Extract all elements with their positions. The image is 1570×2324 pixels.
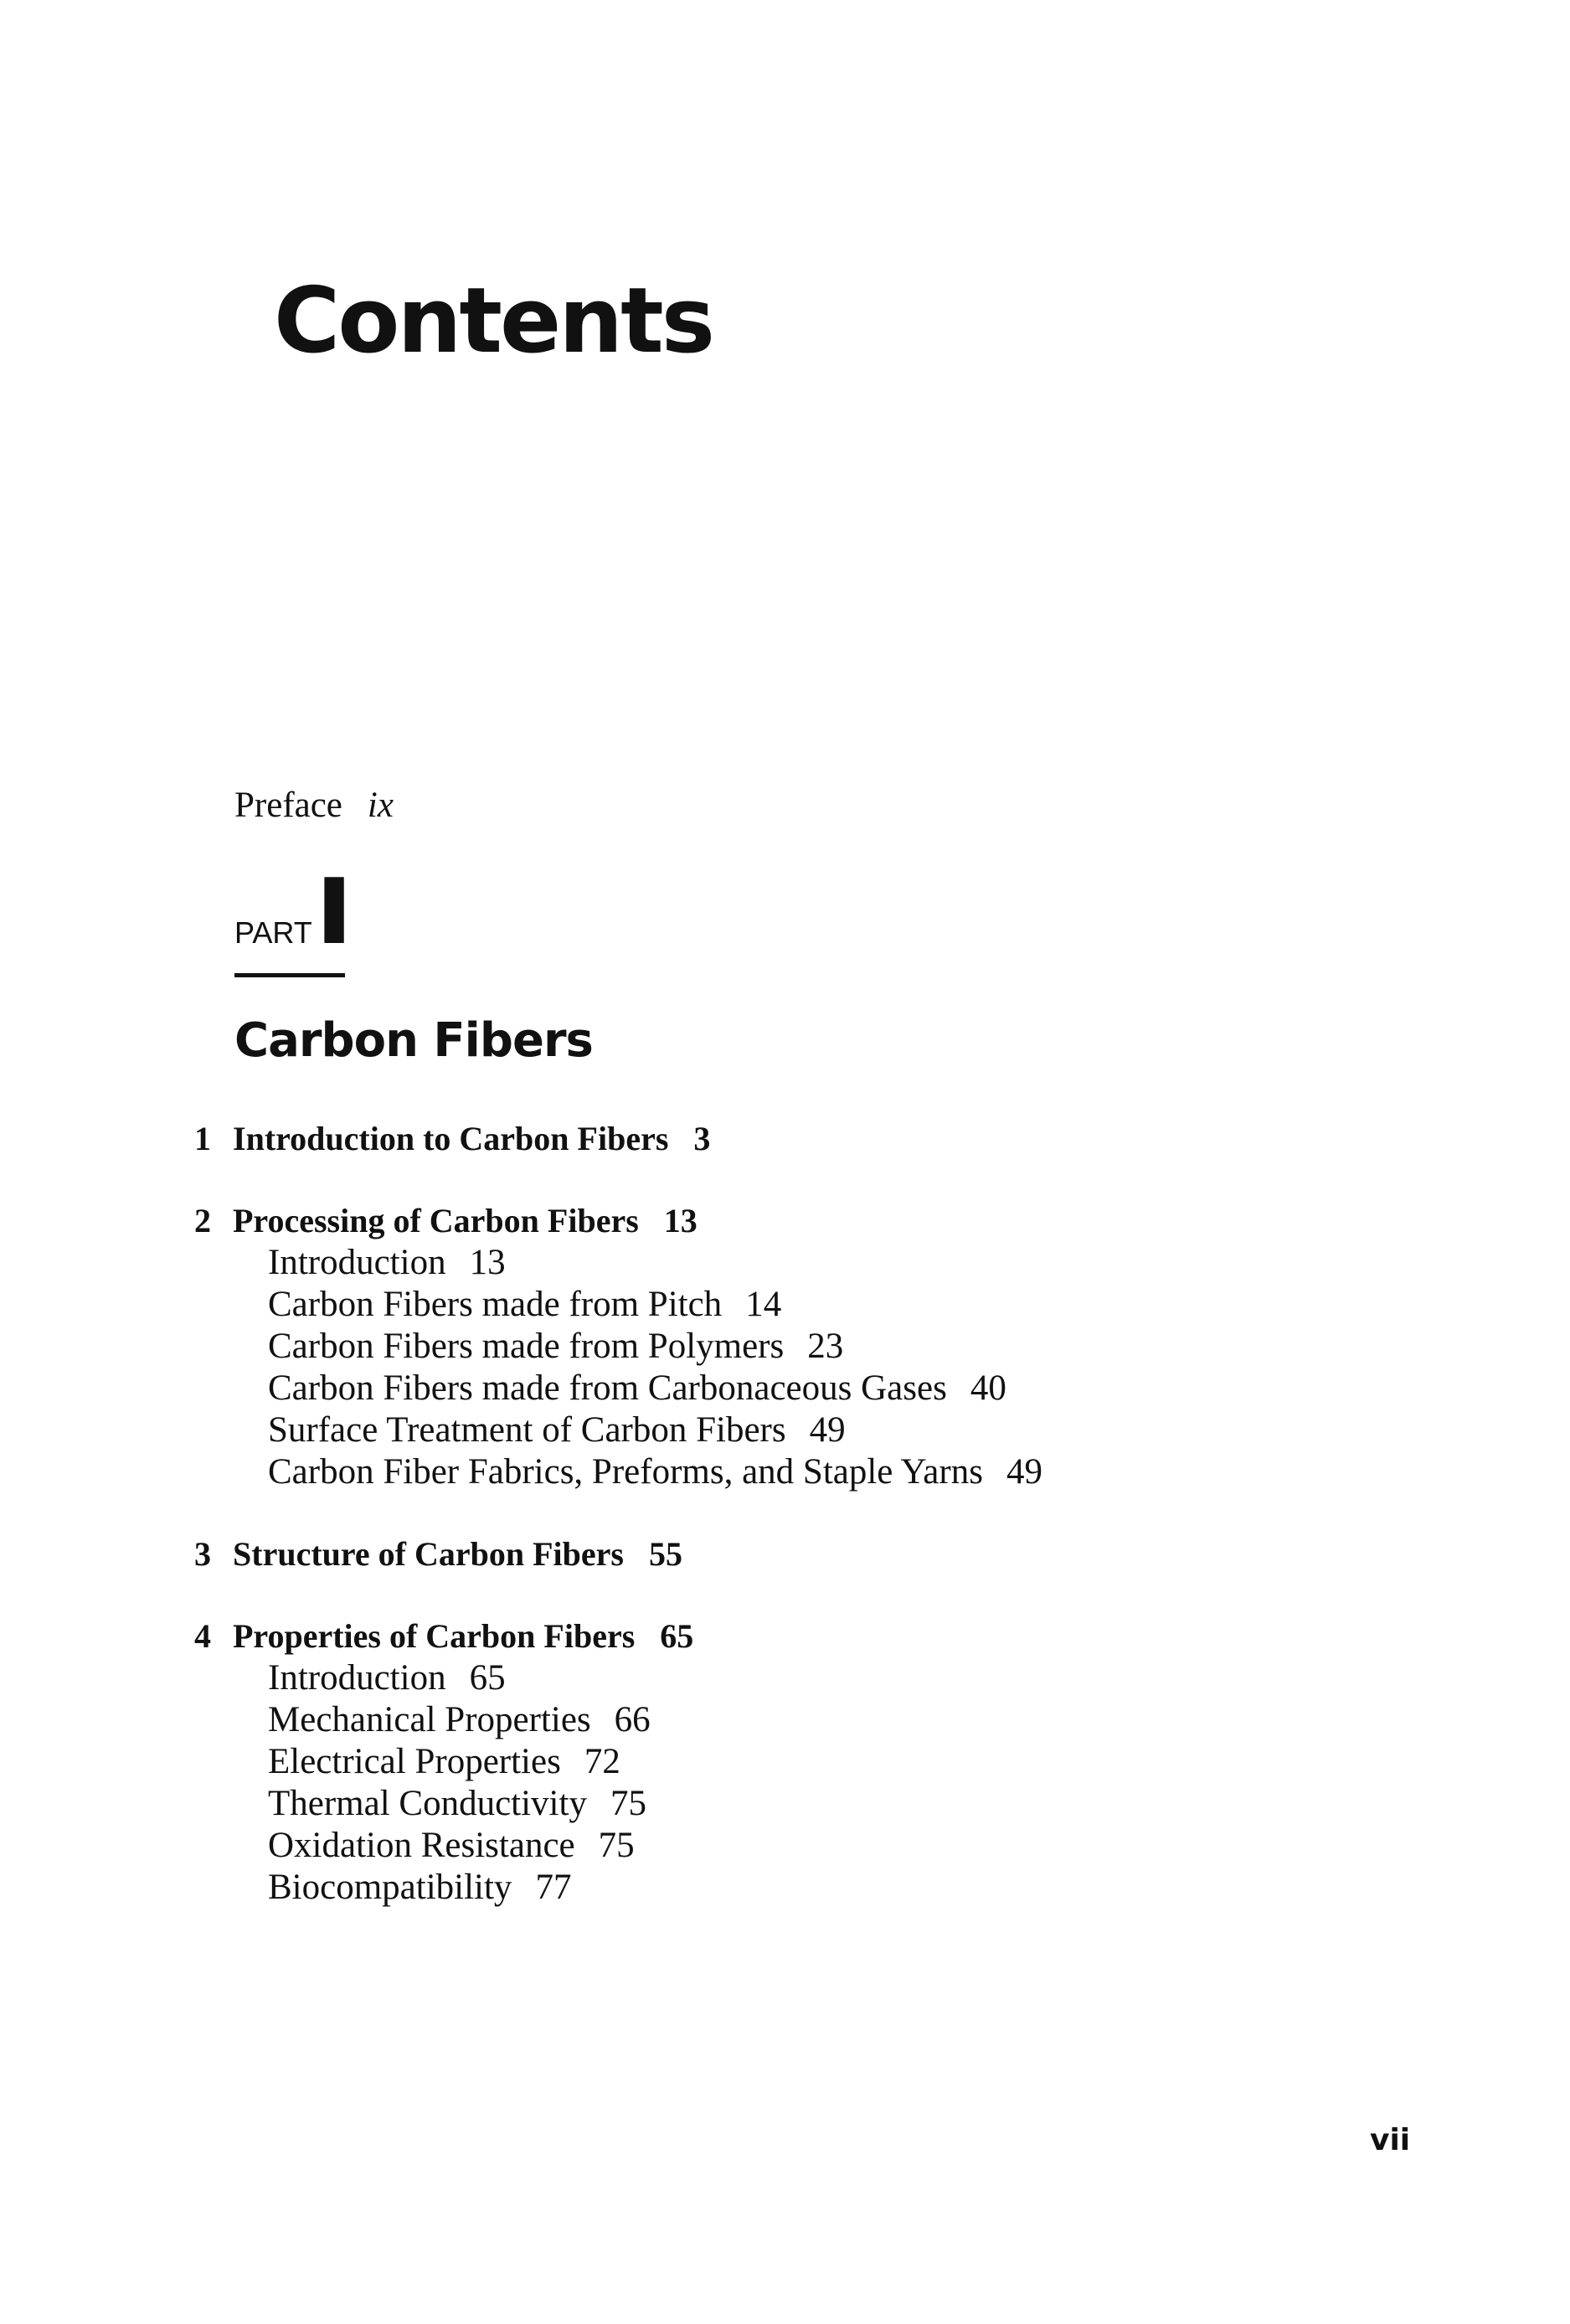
toc-section — [268, 1657, 1570, 1699]
chapter-page: 3 — [693, 1120, 711, 1157]
chapter-page: 65 — [660, 1617, 694, 1655]
toc-section — [268, 1867, 1570, 1909]
preface-label: Preface — [234, 786, 342, 825]
section-title: Biocompatibility — [268, 1868, 512, 1907]
preface-page: ix — [367, 786, 394, 825]
section-title: Mechanical Properties — [268, 1700, 591, 1739]
chapter-page: 55 — [649, 1535, 682, 1573]
part-divider — [234, 973, 345, 977]
toc-section — [268, 1783, 1570, 1825]
chapter-page: 13 — [663, 1202, 697, 1239]
section-page: 65 — [469, 1658, 506, 1698]
section-page: 14 — [745, 1285, 782, 1324]
section-title: Carbon Fibers made from Carbonaceous Gases — [268, 1368, 947, 1408]
section-list — [0, 1657, 1570, 1909]
chapter-title-line — [233, 1615, 693, 1657]
chapter-heading — [0, 1118, 1570, 1160]
chapter-title-line — [233, 1118, 710, 1160]
section-title: Surface Treatment of Carbon Fibers — [268, 1410, 786, 1450]
toc-section — [268, 1699, 1570, 1741]
section-page: 66 — [614, 1700, 651, 1739]
toc-chapter — [0, 1533, 1570, 1575]
chapter-heading — [0, 1615, 1570, 1657]
section-page: 23 — [807, 1327, 844, 1366]
chapter-heading — [0, 1533, 1570, 1575]
toc-section — [268, 1326, 1570, 1368]
toc-list — [0, 1118, 1570, 1949]
section-page: 77 — [535, 1868, 572, 1907]
section-title: Carbon Fibers made from Pitch — [268, 1285, 723, 1324]
section-page: 49 — [809, 1410, 846, 1450]
chapter-title-line — [233, 1533, 682, 1575]
toc-chapter — [0, 1200, 1570, 1493]
toc-section — [268, 1741, 1570, 1783]
section-page: 72 — [584, 1742, 620, 1781]
toc-section — [268, 1368, 1570, 1409]
chapter-number: 4 — [194, 1617, 211, 1655]
toc-entry-preface — [234, 787, 394, 823]
toc-section — [268, 1284, 1570, 1326]
toc-section — [268, 1825, 1570, 1867]
chapter-number: 3 — [194, 1535, 211, 1573]
section-title: Introduction — [268, 1243, 446, 1282]
part-label — [234, 860, 353, 965]
toc-section — [268, 1409, 1570, 1451]
chapter-title: Structure of Carbon Fibers — [233, 1535, 624, 1573]
part-numeral: I — [314, 860, 353, 965]
section-page: 40 — [970, 1368, 1006, 1408]
toc-section — [268, 1451, 1570, 1493]
section-title: Electrical Properties — [268, 1742, 561, 1781]
chapter-title: Properties of Carbon Fibers — [233, 1617, 636, 1655]
chapter-title: Introduction to Carbon Fibers — [233, 1120, 669, 1157]
chapter-number: 2 — [194, 1202, 211, 1239]
toc-chapter — [0, 1615, 1570, 1909]
chapter-heading — [0, 1200, 1570, 1242]
section-title: Introduction — [268, 1658, 446, 1698]
section-title: Carbon Fibers made from Polymers — [268, 1327, 785, 1366]
toc-chapter — [0, 1118, 1570, 1160]
section-title: Carbon Fiber Fabrics, Preforms, and Staple Yarns — [268, 1452, 983, 1492]
section-page: 49 — [1006, 1452, 1042, 1492]
section-title: Thermal Conductivity — [268, 1784, 587, 1823]
chapter-number: 1 — [194, 1120, 211, 1157]
section-page: 13 — [469, 1243, 506, 1282]
section-list — [0, 1242, 1570, 1493]
toc-section — [268, 1242, 1570, 1284]
chapter-title-line — [233, 1200, 697, 1242]
section-page: 75 — [610, 1784, 646, 1823]
part-word: PART — [234, 915, 312, 951]
part-title: Carbon Fibers — [234, 1013, 593, 1068]
section-page: 75 — [598, 1826, 635, 1865]
page-title: Contents — [274, 269, 713, 374]
section-title: Oxidation Resistance — [268, 1826, 575, 1865]
chapter-title: Processing of Carbon Fibers — [233, 1202, 639, 1239]
page-number: vii — [1370, 2123, 1411, 2157]
